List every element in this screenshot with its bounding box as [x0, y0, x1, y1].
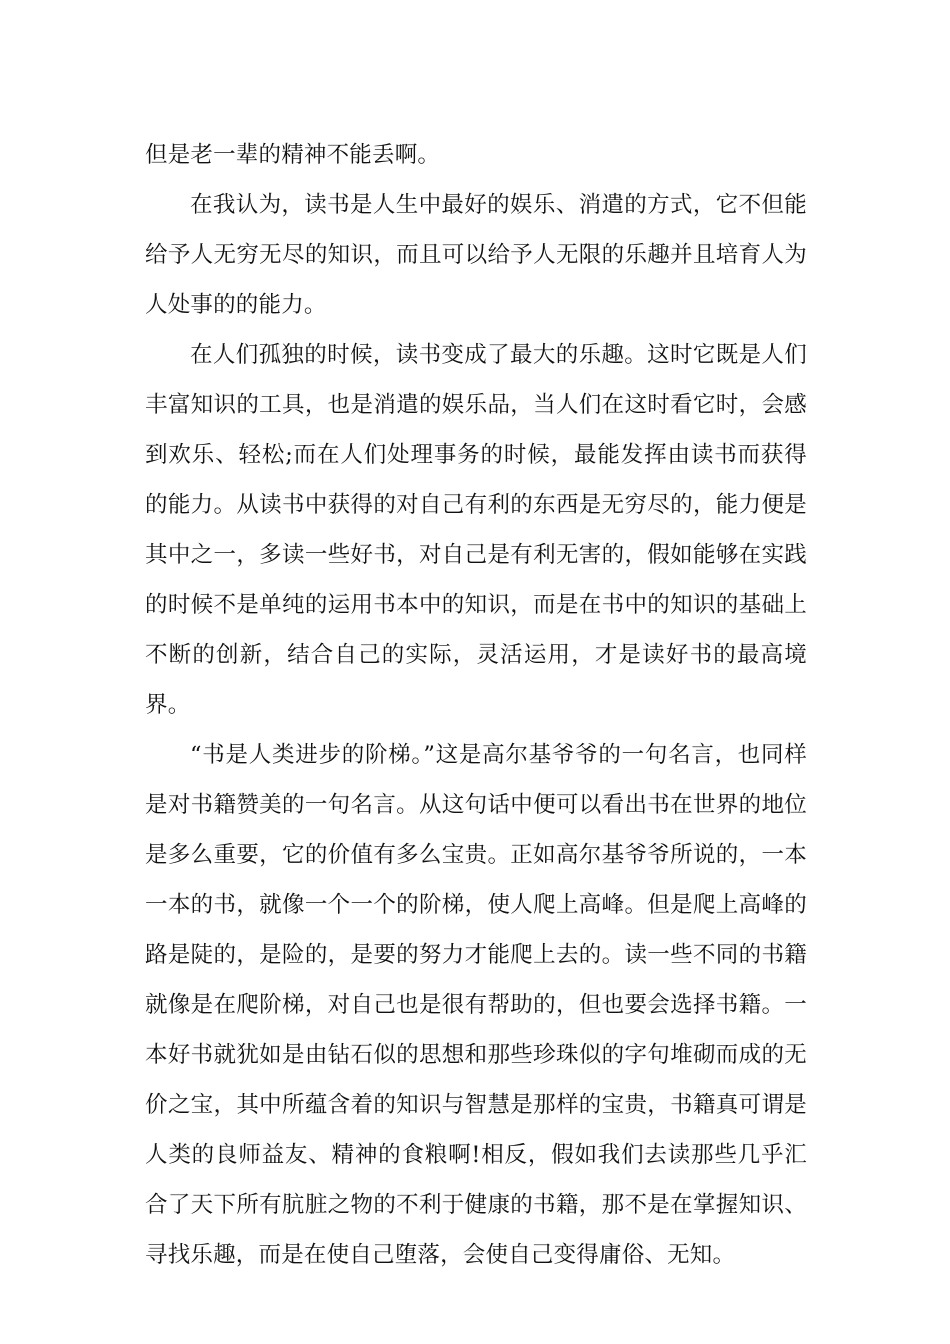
paragraph-gorky-quote: “书是人类进步的阶梯。”这是高尔基爷爷的一句名言，也同样是对书籍赞美的一句名言。从这句话中便可以看出书在世界的地位是多么重要，它的价值有多么宝贵。正如高尔基爷爷所说的，一本一本的书，就像一个一个的阶梯，使人爬上高峰。但是爬上高峰的路是陡的，是险的，是要的努力才能爬上去的。读一些不同的书籍就像是在爬阶梯，对自己也是很有帮助的，但也要会选择书籍。一本好书就犹如是由钻石似的思想和那些珍珠似的字句堆砌而成的无价之宝，其中所蕴含着的知识与智慧是那样的宝贵，书籍真可谓是人类的良师益友、精神的食粮啊!相反，假如我们去读那些几乎汇合了天下所有肮脏之物的不利于健康的书籍，那不是在掌握知识、寻找乐趣，而是在使自己堕落，会使自己变得庸俗、无知。: [145, 742, 807, 1268]
document-body: [145, 130, 807, 1280]
paragraph-reading-solitude: 在人们孤独的时候，读书变成了最大的乐趣。这时它既是人们丰富知识的工具，也是消遣的娱乐品，当人们在这时看它时，会感到欢乐、轻松;而在人们处理事务的时候，最能发挥由读书而获得的能力。从读书中获得的对自己有利的东西是无穷尽的，能力便是其中之一，多读一些好书，对自己是有利无害的，假如能够在实践的时候不是单纯的运用书本中的知识，而是在书中的知识的基础上不断的创新，结合自己的实际，灵活运用，才是读好书的最高境界。: [145, 342, 807, 718]
paragraph-reading-entertainment: 在我认为，读书是人生中最好的娱乐、消遣的方式，它不但能给予人无穷无尽的知识，而且可以给予人无限的乐趣并且培育人为人处事的的能力。: [145, 192, 807, 318]
paragraph-continuation: 但是老一辈的精神不能丢啊。: [145, 142, 441, 168]
